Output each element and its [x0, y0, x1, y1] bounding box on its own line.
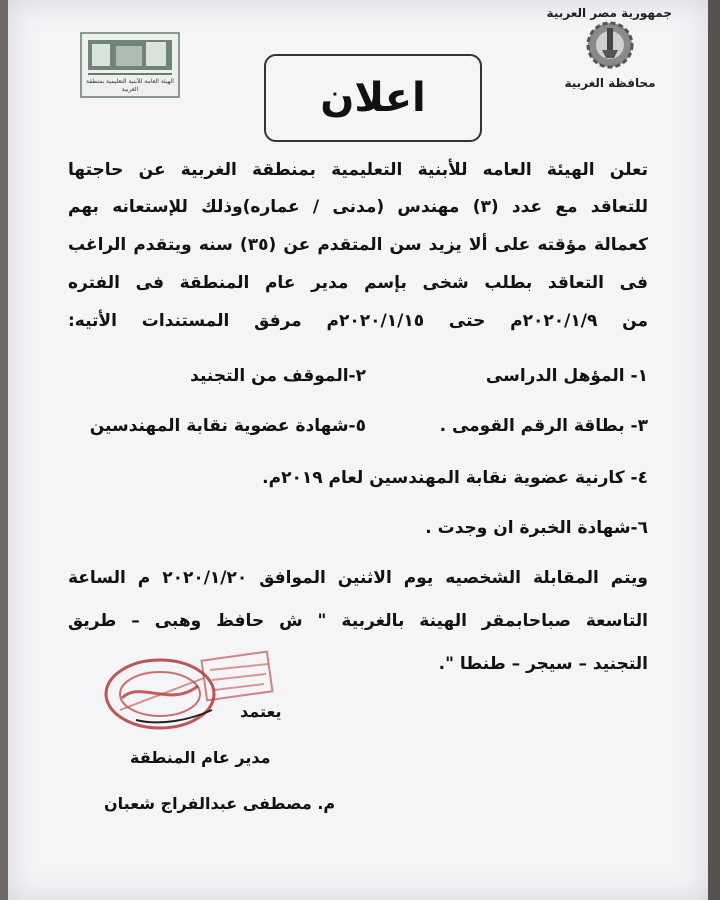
document-item-4: ٤- كارنية عضوية نقابة المهندسين لعام ٢٠١٩م.: [262, 468, 648, 488]
signatory-name: م. مصطفى عبدالفراج شعبان: [104, 794, 336, 813]
photo-edge: [708, 0, 720, 900]
authority-logo: [80, 32, 180, 98]
body-line-1: تعلن الهيئة العامه للأبنية التعليمية بمنطقة الغربية عن حاجتها: [68, 160, 648, 180]
approval-label: يعتمد: [240, 702, 282, 721]
document-item-2: ٢-الموقف من التجنيد: [190, 366, 366, 386]
official-stamp: [100, 650, 280, 734]
interview-line-1: ويتم المقابلة الشخصيه يوم الاثنين الموافق ٢٠٢٠/١/٢٠ م الساعة: [68, 568, 648, 588]
authority-logo-text: الهيئة العامة للأبنية التعليمية بمنطقة الغربية: [86, 78, 174, 93]
signatory-position: مدير عام المنطقة: [130, 748, 271, 767]
document-item-5: ٥-شهادة عضوية نقابة المهندسين: [89, 416, 366, 436]
governorate-logo: [548, 6, 672, 98]
document-item-6: ٦-شهادة الخبرة ان وجدت .: [425, 518, 648, 538]
republic-label: جمهورية مصر العربية: [546, 6, 672, 20]
body-line-4: فى التعاقد بطلب شخى بإسم مدير عام المنطقة فى الفتره: [68, 273, 648, 293]
body-line-5: من ٢٠٢٠/١/٩م حتى ٢٠٢٠/١/١٥م مرفق المستندات الأتيه:: [68, 311, 649, 331]
body-line-3: كعمالة مؤقته على ألا يزيد سن المتقدم عن (٣٥) سنه ويتقدم الراغب: [68, 235, 648, 255]
gear-emblem-icon: [570, 20, 650, 70]
document-page: [8, 0, 708, 900]
interview-line-2: التاسعة صباحابمقر الهينة بالغربية " ش حافظ وهبى – طريق: [68, 611, 648, 631]
document-item-1: ١- المؤهل الدراسى: [485, 366, 648, 386]
interview-line-3: التجنيد – سيجر – طنطا ".: [438, 654, 648, 674]
body-line-2: للتعاقد مع عدد (٣) مهندس (مدنى / عماره)وذلك للإستعانه بهم: [68, 197, 649, 217]
governorate-label: محافظة الغربية: [564, 76, 656, 90]
page-title: اعلان: [264, 54, 482, 142]
document-item-3: ٣- بطاقة الرقم القومى .: [439, 416, 648, 436]
